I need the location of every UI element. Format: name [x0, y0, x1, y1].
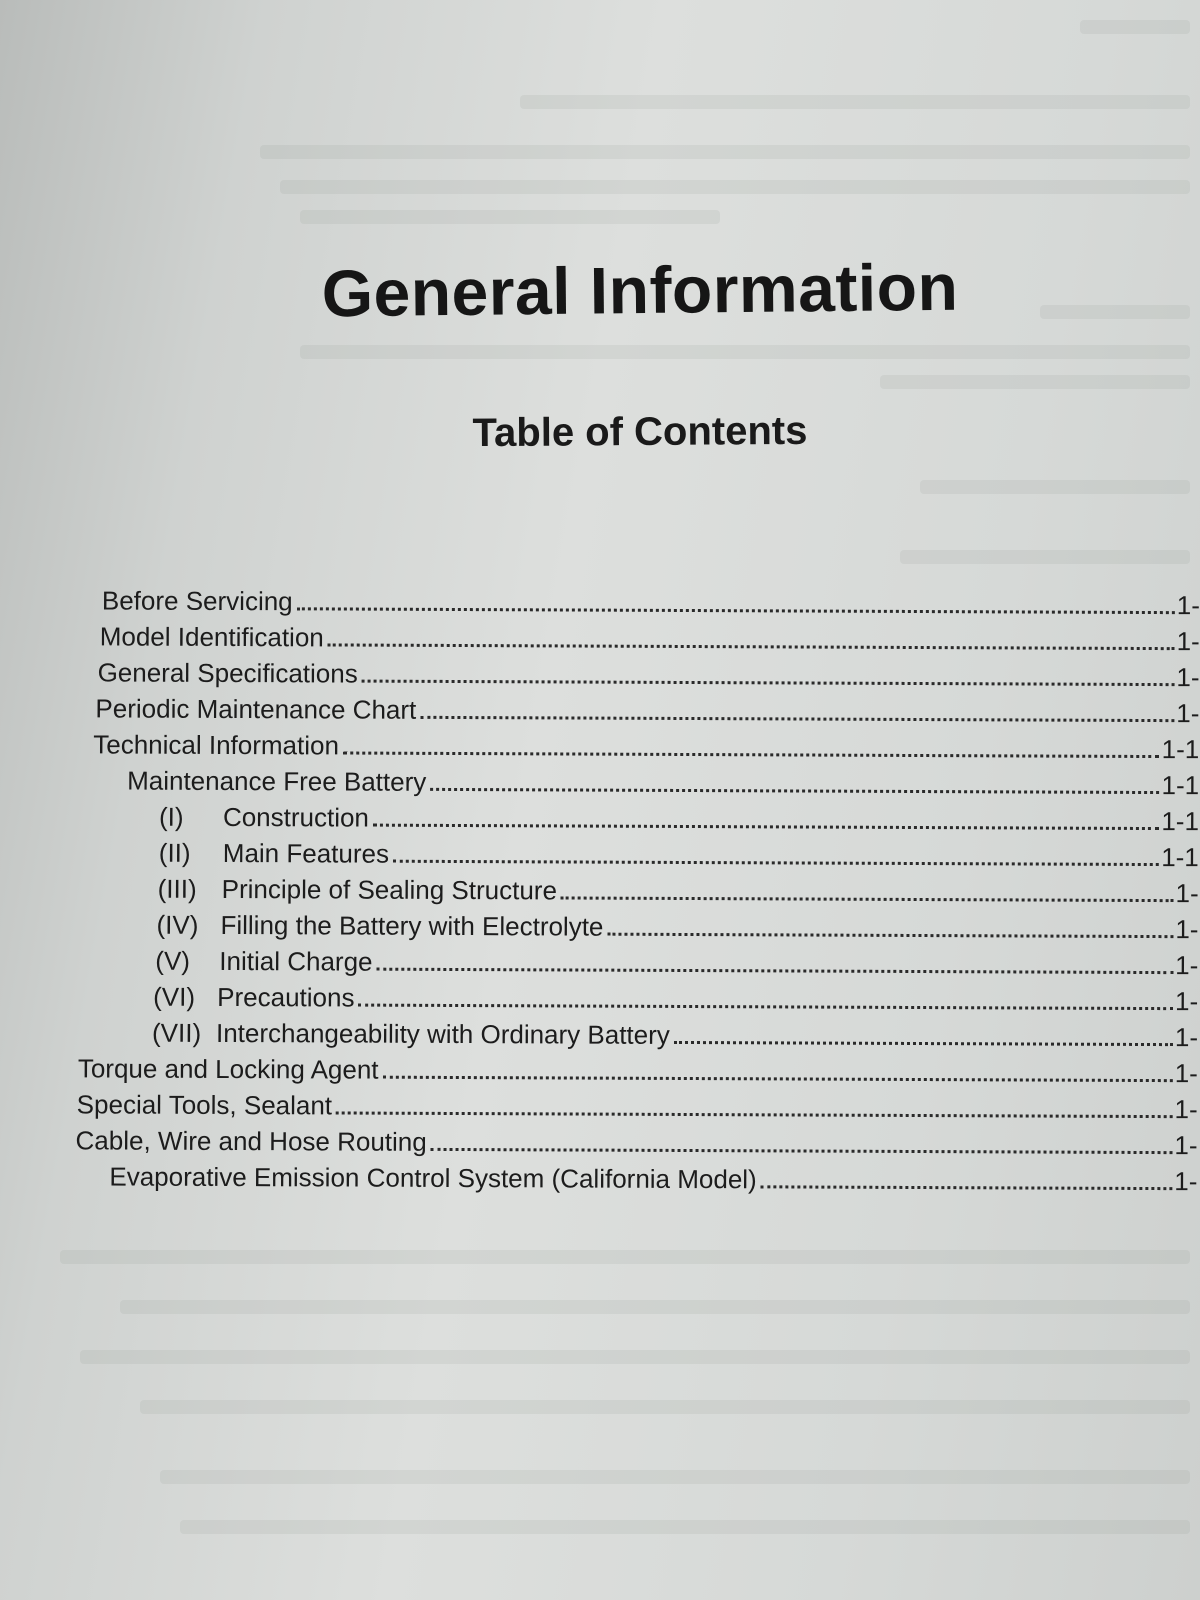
toc-entry-label: Evaporative Emission Control System (California Model) — [109, 1161, 757, 1195]
toc-entry-page: 1-1 — [1161, 806, 1200, 837]
dot-leader — [343, 751, 1160, 758]
dot-leader — [362, 680, 1175, 687]
toc-entry-label: Before Servicing — [101, 585, 293, 617]
toc-entry-text: Precautions — [217, 981, 355, 1013]
dot-leader — [607, 933, 1173, 938]
toc-entry-page: 1- — [1176, 698, 1200, 729]
toc-entry-page: 1- — [1174, 986, 1199, 1017]
toc-entry-general-specifications[interactable] — [98, 654, 1200, 693]
toc-heading: Table of Contents — [472, 408, 808, 456]
toc-entry-page: 1- — [1174, 1130, 1198, 1161]
toc-entry-page: 1-1 — [1161, 770, 1200, 801]
toc-entry-label: Maintenance Free Battery — [127, 765, 427, 797]
toc-entry-maintenance-free-battery[interactable] — [127, 763, 1199, 802]
toc-entry-main-features[interactable] — [159, 835, 1199, 874]
toc-entry-page: 1- — [1176, 626, 1200, 657]
toc-entry-label: General Specifications — [97, 657, 358, 689]
toc-entry-number: (VII) — [151, 1017, 202, 1048]
toc-entry-special-tools-sealant[interactable] — [77, 1086, 1198, 1125]
toc-entry-page: 1- — [1174, 1166, 1198, 1197]
toc-entry-label: Model Identification — [99, 621, 324, 653]
toc-entry-label — [159, 838, 391, 870]
toc-entry-text: Filling the Battery with Electrolyte — [220, 909, 604, 942]
dot-leader — [297, 607, 1175, 614]
toc-entry-torque-and-locking-agent[interactable] — [78, 1050, 1198, 1089]
toc-entry-cable-wire-hose-routing[interactable] — [75, 1122, 1197, 1161]
dot-leader — [761, 1185, 1173, 1190]
toc-entry-filling-the-battery[interactable] — [156, 907, 1198, 946]
dot-leader — [393, 860, 1159, 866]
toc-entry-page: 1-1 — [1161, 734, 1200, 765]
toc-entry-page: 1- — [1175, 878, 1199, 909]
dot-leader — [383, 1076, 1173, 1082]
toc-entry-label — [159, 802, 371, 834]
toc-entry-precautions[interactable] — [153, 979, 1198, 1018]
toc-entry-periodic-maintenance-chart[interactable] — [95, 690, 1199, 729]
toc-entry-before-servicing[interactable] — [102, 582, 1200, 621]
toc-entry-page: 1- — [1174, 1094, 1198, 1125]
toc-entry-label: Special Tools, Sealant — [76, 1089, 333, 1121]
toc-entry-label: Cable, Wire and Hose Routing — [75, 1125, 427, 1157]
toc-entry-page: 1- — [1175, 950, 1199, 981]
toc-entry-text: Construction — [222, 801, 370, 833]
toc-entry-number: (V) — [155, 945, 191, 976]
toc-entry-page: 1- — [1176, 590, 1200, 621]
dot-leader — [336, 1111, 1173, 1118]
toc-entry-principle-of-sealing-structure[interactable] — [158, 871, 1199, 910]
toc-entry-technical-information[interactable] — [93, 726, 1199, 765]
dot-leader — [431, 1148, 1173, 1154]
toc-entry-page: 1- — [1174, 1022, 1199, 1053]
dot-leader — [328, 643, 1175, 650]
toc-entry-label: Technical Information — [93, 729, 340, 761]
toc-entry-page: 1-1 — [1161, 842, 1199, 873]
toc-entry-evaporative-emission-control[interactable] — [109, 1158, 1197, 1197]
toc-entry-label: Periodic Maintenance Chart — [95, 693, 417, 725]
dot-leader — [377, 968, 1174, 974]
dot-leader — [430, 788, 1159, 794]
toc-entry-label — [153, 982, 356, 1014]
dot-leader — [561, 896, 1174, 902]
toc-entry-number: (III) — [157, 873, 197, 904]
toc-entry-text: Main Features — [222, 837, 390, 869]
toc-entry-page: 1- — [1174, 1058, 1198, 1089]
dot-leader — [674, 1041, 1173, 1046]
toc-entry-text: Principle of Sealing Structure — [221, 873, 558, 906]
toc-entry-number: (VI) — [153, 981, 196, 1012]
toc-entry-model-identification[interactable] — [100, 618, 1200, 657]
dot-leader — [358, 1004, 1173, 1011]
dot-leader — [420, 716, 1174, 722]
toc-entry-text: Interchangeability with Ordinary Battery — [215, 1017, 670, 1050]
toc-entry-page: 1- — [1176, 662, 1200, 693]
toc-entry-interchangeability[interactable] — [152, 1015, 1198, 1054]
toc-entry-text: Initial Charge — [219, 945, 373, 977]
toc-entry-page: 1- — [1175, 914, 1199, 945]
toc-entry-number: (I) — [158, 801, 184, 832]
toc-entry-label — [158, 874, 559, 907]
toc-entry-initial-charge[interactable] — [155, 943, 1198, 982]
toc-entry-label — [156, 910, 605, 943]
page-title: General Information — [321, 249, 959, 331]
toc-entry-construction[interactable] — [159, 799, 1199, 838]
toc-entry-number: (II) — [158, 837, 191, 868]
dot-leader — [373, 824, 1159, 830]
toc-entry-label — [152, 1018, 672, 1051]
toc-entry-label — [155, 946, 374, 978]
table-of-contents — [0, 582, 1200, 1197]
toc-entry-number: (IV) — [156, 909, 199, 940]
toc-entry-label: Torque and Locking Agent — [77, 1053, 379, 1085]
